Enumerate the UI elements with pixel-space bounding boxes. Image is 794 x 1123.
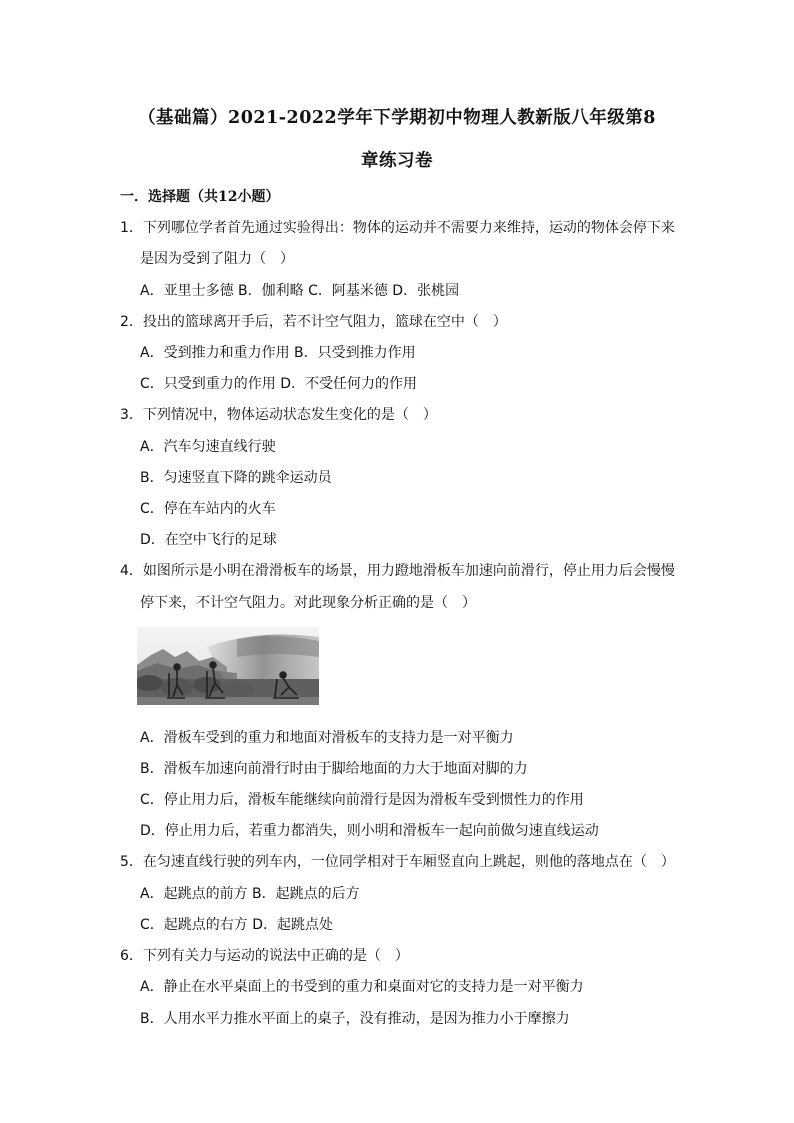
- question-5-options-row1: A．起跳点的前方 B．起跳点的后方: [140, 886, 360, 902]
- question-3-option-c: C．停在车站内的火车: [140, 501, 276, 517]
- question-3-option-d: D．在空中飞行的足球: [140, 532, 277, 548]
- question-4-option-a: A．滑板车受到的重力和地面对滑板车的支持力是一对平衡力: [140, 730, 514, 746]
- question-4-option-b: B．滑板车加速向前滑行时由于脚给地面的力大于地面对脚的力: [140, 761, 528, 777]
- section-heading: 一．选择题（共12小题）: [120, 189, 280, 205]
- question-3-option-a: A．汽车匀速直线行驶: [140, 439, 276, 455]
- question-4-stem: 4．如图所示是小明在滑滑板车的场景，用力蹬地滑板车加速向前滑行，停止用力后会慢慢: [120, 563, 675, 579]
- question-5-options-row2: C．起跳点的右方 D．起跳点处: [140, 917, 334, 933]
- question-1-stem-cont: 是因为受到了阻力（ ）: [140, 251, 294, 267]
- question-2-options-row1: A．受到推力和重力作用 B．只受到推力作用: [140, 345, 416, 361]
- question-4-option-d: D．停止用力后，若重力都消失，则小明和滑板车一起向前做匀速直线运动: [140, 823, 599, 839]
- question-1-stem: 1．下列哪位学者首先通过实验得出：物体的运动并不需要力来维持，运动的物体会停下来: [120, 220, 675, 236]
- question-6-stem: 6．下列有关力与运动的说法中正确的是（ ）: [120, 948, 409, 964]
- question-2-stem: 2．投出的篮球离开手后，若不计空气阻力，篮球在空中（ ）: [120, 314, 507, 330]
- scooter-scene-illustration: [137, 627, 319, 705]
- page-title-line1: （基础篇）2021-2022学年下学期初中物理人教新版八年级第8: [138, 108, 656, 128]
- question-6-option-b: B．人用水平力推水平面上的桌子，没有推动，是因为推力小于摩擦力: [140, 1011, 570, 1027]
- question-1-options: A．亚里士多德 B．伽利略 C．阿基米德 D．张桃园: [140, 283, 460, 299]
- question-5-stem: 5．在匀速直线行驶的列车内，一位同学相对于车厢竖直向上跳起，则他的落地点在（ ）: [120, 854, 675, 870]
- question-3-option-b: B．匀速竖直下降的跳伞运动员: [140, 470, 332, 486]
- question-4-stem-cont: 停下来，不计空气阻力。对此现象分析正确的是（ ）: [140, 595, 476, 611]
- scooter-figure: [137, 627, 319, 705]
- page-title-line2: 章练习卷: [361, 151, 433, 171]
- question-6-option-a: A．静止在水平桌面上的书受到的重力和桌面对它的支持力是一对平衡力: [140, 979, 584, 995]
- question-2-options-row2: C．只受到重力的作用 D．不受任何力的作用: [140, 376, 418, 392]
- question-3-stem: 3．下列情况中，物体运动状态发生变化的是（ ）: [120, 407, 437, 423]
- question-4-option-c: C．停止用力后，滑板车能继续向前滑行是因为滑板车受到惯性力的作用: [140, 792, 584, 808]
